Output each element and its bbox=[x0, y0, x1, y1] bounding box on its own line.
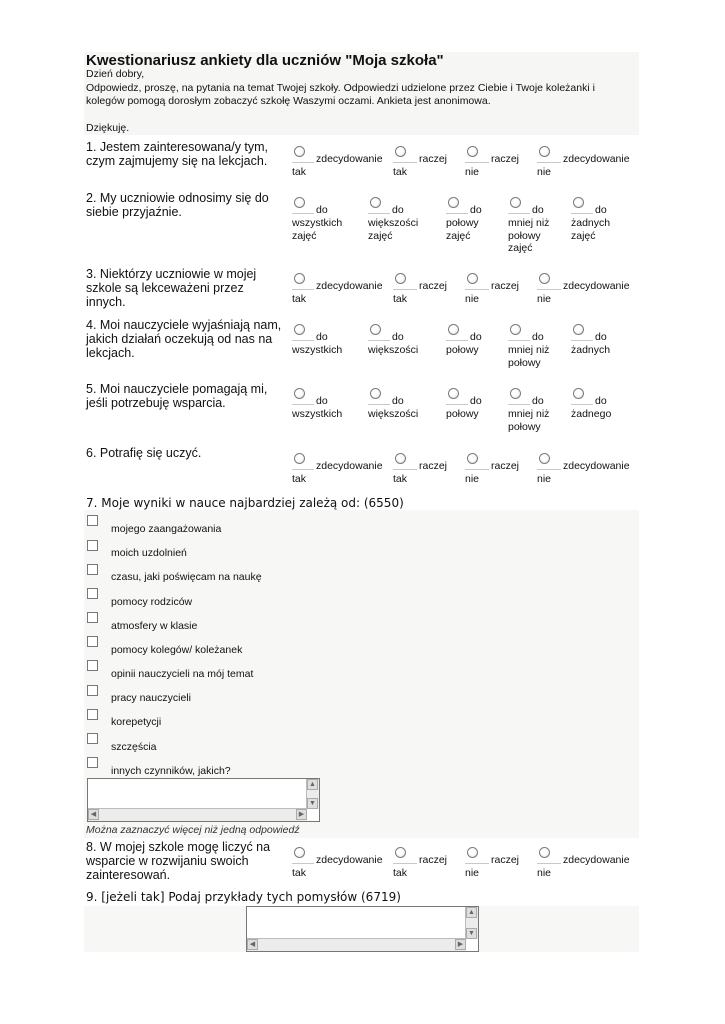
radio-button-icon[interactable] bbox=[467, 273, 478, 284]
option-label-line1: do bbox=[316, 204, 328, 216]
radio-button-icon[interactable] bbox=[294, 197, 305, 208]
intro-body: Odpowiedz, proszę, na pytania na temat Twojej szkoły. Odpowiedzi udzielone przez Ciebie i Twoje koleżanki i kolegów pomogą dorosłym zobaczyć szkołę Waszymi oczami. Ankieta jest anonimowa. bbox=[86, 81, 595, 107]
answer-underline bbox=[537, 863, 561, 864]
option-label-line2: nie bbox=[465, 473, 480, 485]
option-label-line2: wszystkich zajęć bbox=[292, 217, 343, 242]
checkbox-icon[interactable] bbox=[87, 564, 98, 575]
answer-underline bbox=[368, 404, 390, 405]
question-5-text: 5. Moi nauczyciele pomagają mi, jeśli potrzebuję wsparcia. bbox=[86, 382, 268, 410]
page-title: Kwestionariusz ankiety dla uczniów "Moja szkoła" bbox=[86, 52, 444, 69]
option-label-line1: zdecydowanie bbox=[563, 854, 630, 866]
option-label-line2: tak bbox=[393, 166, 408, 178]
checkbox-label: szczęścia bbox=[111, 741, 157, 753]
option-label-line1: raczej bbox=[419, 153, 448, 165]
answer-underline bbox=[537, 469, 561, 470]
option-label-line2: nie bbox=[537, 166, 552, 178]
answer-underline bbox=[393, 289, 417, 290]
option-label-line2: wszystkich bbox=[292, 344, 343, 356]
checkbox-label: opinii nauczycieli na mój temat bbox=[111, 668, 254, 680]
scroll-left-arrow-icon[interactable]: ◀ bbox=[247, 939, 258, 950]
checkbox-icon[interactable] bbox=[87, 660, 98, 671]
radio-button-icon[interactable] bbox=[539, 453, 550, 464]
question-6-text: 6. Potrafię się uczyć. bbox=[86, 446, 202, 460]
radio-button-icon[interactable] bbox=[539, 146, 550, 157]
answer-underline bbox=[537, 289, 561, 290]
horizontal-scrollbar[interactable] bbox=[88, 808, 307, 821]
question-7-title: 7. Moje wyniki w nauce najbardziej zależą od: (6550) bbox=[86, 496, 404, 510]
checkbox-icon[interactable] bbox=[87, 757, 98, 768]
checkbox-label: pomocy kolegów/ koleżanek bbox=[111, 644, 243, 656]
option-label-line1: do bbox=[595, 204, 607, 216]
option-label-line1: do bbox=[595, 395, 607, 407]
option-label-line1: do bbox=[532, 204, 544, 216]
option-label-line1: zdecydowanie bbox=[563, 280, 630, 292]
option-label-line1: raczej bbox=[491, 153, 520, 165]
option-label-line2: większości zajęć bbox=[368, 217, 419, 242]
option-label-line1: zdecydowanie bbox=[563, 460, 630, 472]
option-label-line2: tak bbox=[292, 293, 307, 305]
multiple-answers-note: Można zaznaczyć więcej niż jedną odpowiedź bbox=[86, 824, 300, 836]
option-label-line2: nie bbox=[465, 867, 480, 879]
other-factors-textarea[interactable] bbox=[87, 778, 320, 822]
radio-button-icon[interactable] bbox=[510, 197, 521, 208]
scroll-down-arrow-icon[interactable]: ▼ bbox=[466, 928, 477, 939]
radio-button-icon[interactable] bbox=[510, 324, 521, 335]
answer-underline bbox=[393, 162, 417, 163]
option-label-line1: raczej bbox=[491, 280, 520, 292]
answer-underline bbox=[292, 289, 314, 290]
scroll-down-arrow-icon[interactable]: ▼ bbox=[307, 798, 318, 809]
radio-button-icon[interactable] bbox=[573, 324, 584, 335]
option-label-line2: tak bbox=[393, 867, 408, 879]
checkbox-icon[interactable] bbox=[87, 588, 98, 599]
option-label-line2: nie bbox=[537, 867, 552, 879]
answer-underline bbox=[446, 213, 468, 214]
option-label-line2: nie bbox=[465, 293, 480, 305]
option-label-line1: do bbox=[392, 331, 404, 343]
answer-underline bbox=[508, 340, 530, 341]
radio-button-icon[interactable] bbox=[294, 273, 305, 284]
option-label-line1: zdecydowanie bbox=[316, 460, 383, 472]
radio-button-icon[interactable] bbox=[370, 388, 381, 399]
radio-button-icon[interactable] bbox=[448, 197, 459, 208]
vertical-scrollbar[interactable] bbox=[306, 779, 319, 809]
option-label-line1: raczej bbox=[491, 854, 520, 866]
option-label-line1: raczej bbox=[491, 460, 520, 472]
option-label-line2: nie bbox=[537, 473, 552, 485]
radio-button-icon[interactable] bbox=[294, 388, 305, 399]
checkbox-label: atmosfery w klasie bbox=[111, 620, 198, 632]
answer-underline bbox=[465, 162, 489, 163]
option-label-line1: do bbox=[316, 395, 328, 407]
answer-underline bbox=[292, 404, 314, 405]
answer-underline bbox=[446, 340, 468, 341]
option-label-line1: do bbox=[316, 331, 328, 343]
radio-button-icon[interactable] bbox=[294, 847, 305, 858]
question-8-text: 8. W mojej szkole mogę liczyć na wsparcie w rozwijaniu swoich zainteresowań. bbox=[86, 840, 271, 882]
intro-thanks: Dziękuję. bbox=[86, 121, 130, 134]
checkbox-label: innych czynników, jakich? bbox=[111, 765, 231, 777]
radio-button-icon[interactable] bbox=[467, 146, 478, 157]
radio-button-icon[interactable] bbox=[467, 847, 478, 858]
checkbox-icon[interactable] bbox=[87, 709, 98, 720]
radio-button-icon[interactable] bbox=[539, 847, 550, 858]
checkbox-icon[interactable] bbox=[87, 733, 98, 744]
option-label-line1: do bbox=[470, 204, 482, 216]
radio-button-icon[interactable] bbox=[510, 388, 521, 399]
option-label-line2: większości bbox=[368, 344, 419, 356]
scroll-right-arrow-icon[interactable]: ▶ bbox=[296, 809, 307, 820]
answer-underline bbox=[571, 340, 593, 341]
answer-underline bbox=[292, 213, 314, 214]
question-1-text: 1. Jestem zainteresowana/y tym, czym zajmujemy się na lekcjach. bbox=[86, 140, 269, 168]
option-label-line1: do bbox=[392, 204, 404, 216]
radio-button-icon[interactable] bbox=[370, 324, 381, 335]
answer-underline bbox=[465, 289, 489, 290]
answer-underline bbox=[537, 162, 561, 163]
option-label-line2: tak bbox=[292, 867, 307, 879]
option-label-line2: mniej niż połowy bbox=[508, 344, 550, 369]
option-label-line1: zdecydowanie bbox=[316, 854, 383, 866]
checkbox-icon[interactable] bbox=[87, 612, 98, 623]
radio-button-icon[interactable] bbox=[573, 197, 584, 208]
option-label-line2: tak bbox=[393, 293, 408, 305]
radio-button-icon[interactable] bbox=[370, 197, 381, 208]
radio-button-icon[interactable] bbox=[573, 388, 584, 399]
answer-underline bbox=[368, 340, 390, 341]
option-label-line2: nie bbox=[537, 293, 552, 305]
checkbox-label: mojego zaangażowania bbox=[111, 523, 222, 535]
option-label-line1: raczej bbox=[419, 460, 448, 472]
option-label-line2: żadnych zajęć bbox=[571, 217, 611, 242]
option-label-line2: nie bbox=[465, 166, 480, 178]
horizontal-scrollbar[interactable] bbox=[247, 938, 466, 951]
answer-underline bbox=[465, 469, 489, 470]
option-label-line2: większości bbox=[368, 408, 419, 420]
answer-underline bbox=[508, 404, 530, 405]
option-label-line1: do bbox=[595, 331, 607, 343]
checkbox-label: korepetycji bbox=[111, 716, 162, 728]
checkbox-icon[interactable] bbox=[87, 636, 98, 647]
option-label-line2: tak bbox=[292, 166, 307, 178]
option-label-line2: wszystkich bbox=[292, 408, 343, 420]
option-label-line1: do bbox=[470, 395, 482, 407]
option-label-line2: mniej niż połowy bbox=[508, 408, 550, 433]
option-label-line1: do bbox=[532, 395, 544, 407]
radio-button-icon[interactable] bbox=[448, 324, 459, 335]
vertical-scrollbar[interactable] bbox=[465, 907, 478, 939]
option-label-line2: połowy zajęć bbox=[446, 217, 479, 242]
option-label-line1: zdecydowanie bbox=[563, 153, 630, 165]
radio-button-icon[interactable] bbox=[539, 273, 550, 284]
radio-button-icon[interactable] bbox=[294, 453, 305, 464]
question-2-text: 2. My uczniowie odnosimy się do siebie przyjaźnie. bbox=[86, 191, 269, 219]
question-3-text: 3. Niektórzy uczniowie w mojej szkole są lekceważeni przez innych. bbox=[86, 267, 257, 309]
option-label-line1: raczej bbox=[419, 854, 448, 866]
option-label-line2: żadnego bbox=[571, 408, 612, 420]
scroll-up-arrow-icon[interactable]: ▲ bbox=[466, 907, 477, 918]
radio-button-icon[interactable] bbox=[294, 324, 305, 335]
option-label-line1: do bbox=[532, 331, 544, 343]
checkbox-label: moich uzdolnień bbox=[111, 547, 187, 559]
radio-button-icon[interactable] bbox=[448, 388, 459, 399]
answer-underline bbox=[393, 863, 417, 864]
option-label-line1: zdecydowanie bbox=[316, 153, 383, 165]
option-label-line2: tak bbox=[393, 473, 408, 485]
scroll-up-arrow-icon[interactable]: ▲ bbox=[307, 779, 318, 790]
checkbox-label: pracy nauczycieli bbox=[111, 692, 191, 704]
intro-greeting: Dzień dobry, bbox=[86, 68, 145, 80]
answer-underline bbox=[393, 469, 417, 470]
answer-underline bbox=[292, 863, 314, 864]
answer-underline bbox=[571, 213, 593, 214]
scroll-right-arrow-icon[interactable]: ▶ bbox=[455, 939, 466, 950]
question-4-text: 4. Moi nauczyciele wyjaśniają nam, jakich działań oczekują od nas na lekcjach. bbox=[86, 318, 282, 360]
option-label-line2: mniej niż połowy zajęć bbox=[508, 217, 550, 254]
option-label-line1: raczej bbox=[419, 280, 448, 292]
radio-button-icon[interactable] bbox=[467, 453, 478, 464]
checkbox-label: czasu, jaki poświęcam na naukę bbox=[111, 571, 262, 583]
radio-button-icon[interactable] bbox=[395, 847, 406, 858]
option-label-line1: zdecydowanie bbox=[316, 280, 383, 292]
checkbox-icon[interactable] bbox=[87, 540, 98, 551]
question-9-title: 9. [jeżeli tak] Podaj przykłady tych pomysłów (6719) bbox=[86, 890, 401, 904]
option-label-line2: tak bbox=[292, 473, 307, 485]
radio-button-icon[interactable] bbox=[395, 273, 406, 284]
option-label-line2: żadnych bbox=[571, 344, 611, 356]
answer-underline bbox=[446, 404, 468, 405]
answer-underline bbox=[292, 469, 314, 470]
answer-underline bbox=[508, 213, 530, 214]
option-label-line1: do bbox=[470, 331, 482, 343]
checkbox-icon[interactable] bbox=[87, 515, 98, 526]
radio-button-icon[interactable] bbox=[294, 146, 305, 157]
ideas-textarea[interactable] bbox=[246, 906, 479, 952]
radio-button-icon[interactable] bbox=[395, 146, 406, 157]
answer-underline bbox=[571, 404, 593, 405]
option-label-line1: do bbox=[392, 395, 404, 407]
answer-underline bbox=[292, 162, 314, 163]
option-label-line2: połowy bbox=[446, 408, 479, 420]
radio-button-icon[interactable] bbox=[395, 453, 406, 464]
answer-underline bbox=[465, 863, 489, 864]
checkbox-label: pomocy rodziców bbox=[111, 596, 193, 608]
answer-underline bbox=[292, 340, 314, 341]
intro-text bbox=[86, 68, 636, 135]
option-label-line2: połowy bbox=[446, 344, 479, 356]
answer-underline bbox=[368, 213, 390, 214]
checkbox-icon[interactable] bbox=[87, 685, 98, 696]
scroll-left-arrow-icon[interactable]: ◀ bbox=[88, 809, 99, 820]
